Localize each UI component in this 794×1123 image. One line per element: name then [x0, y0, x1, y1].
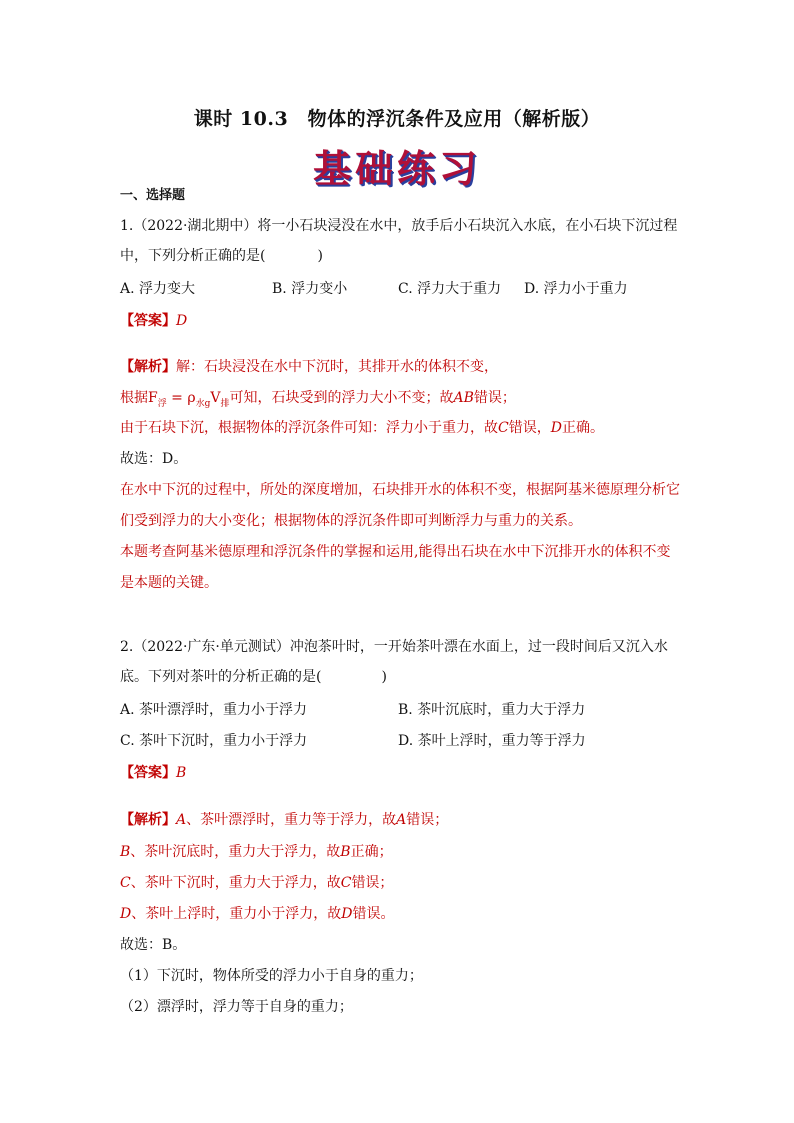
q2-analysis-c2: C — [340, 875, 352, 891]
q1-analysis-line5: 在水中下沉的过程中，所处的深度增加，石块排开水的体积不变，根据阿基米德原理分析它 — [120, 482, 680, 498]
q1-analysis-line1 — [120, 357, 498, 377]
q2-analysis-text2b: 正确； — [350, 844, 393, 860]
q1-analysis-text3: 由于石块下沉，根据物体的浮沉条件可知：浮力小于重力，故 — [120, 420, 498, 436]
q1-option-c: C. 浮力大于重力 — [398, 281, 502, 297]
q1-analysis-label: 【解析】 — [120, 359, 176, 375]
q1-analysis-line7: 本题考查阿基米德原理和浮沉条件的掌握和运用,能得出石块在水中下沉排开水的体积不变 — [120, 544, 671, 560]
q1-stem-text: 中，下列分析正确的是( — [120, 248, 266, 264]
q1-formula-sub2: 水g — [195, 398, 211, 409]
q1-analysis-text3c: 正确。 — [561, 420, 604, 436]
q2-analysis-text3: 、茶叶下沉时，重力大于浮力，故 — [130, 875, 341, 891]
q1-formula-rho: = ρ — [166, 390, 196, 406]
q2-analysis-line2 — [120, 842, 393, 862]
q2-option-c: C. 茶叶下沉时，重力小于浮力 — [120, 733, 308, 749]
q2-answer-label: 【答案】 — [120, 765, 176, 781]
q1-analysis-line3 — [120, 418, 604, 438]
q1-stem-close: ) — [317, 248, 323, 264]
q1-analysis-text1: 解：石块浸没在水中下沉时，其排开水的体积不变， — [176, 359, 498, 375]
banner-title: 基础练习 — [312, 146, 481, 191]
q2-option-a: A. 茶叶漂浮时，重力小于浮力 — [120, 702, 308, 718]
q1-analysis-line6: 们受到浮力的大小变化；根据物体的浮沉条件即可判断浮力与重力的关系。 — [120, 513, 582, 529]
q1-analysis-line2 — [120, 388, 516, 414]
q2-note1: （1）下沉时，物体所受的浮力小于自身的重力； — [120, 968, 423, 984]
q2-stem-line1: 2.（2022·广东·单元测试）冲泡茶叶时，一开始茶叶漂在水面上，过一段时间后又沉入水 — [120, 639, 668, 655]
q2-choice: 故选：B。 — [120, 937, 187, 953]
q1-formula-sub3: 排 — [220, 398, 230, 409]
q1-analysis-line8: 是本题的关键。 — [120, 575, 218, 591]
q1-analysis-ab: AB — [453, 390, 474, 406]
q2-answer — [120, 763, 186, 783]
q1-analysis-d: D — [550, 420, 562, 436]
q2-stem-line2 — [120, 667, 387, 687]
q2-answer-value: B — [176, 765, 187, 781]
q2-analysis-a2: A — [396, 812, 407, 828]
q2-stem-close: ) — [381, 669, 387, 685]
q2-analysis-c: C — [120, 875, 131, 891]
q1-analysis-text3b: 错误， — [508, 420, 551, 436]
q1-formula-v: V — [210, 390, 221, 406]
q2-analysis-text4b: 错误。 — [352, 906, 395, 922]
q2-analysis-d: D — [120, 906, 132, 922]
q1-answer-label: 【答案】 — [120, 313, 176, 329]
q2-option-b: B. 茶叶沉底时，重力大于浮力 — [398, 702, 586, 718]
q2-analysis-text3b: 错误； — [351, 875, 394, 891]
q2-analysis-text1: 、茶叶漂浮时，重力等于浮力，故 — [186, 812, 397, 828]
q1-formula-f: 根据F — [120, 390, 158, 406]
q2-analysis-text1b: 错误； — [406, 812, 449, 828]
q1-analysis-c: C — [498, 420, 509, 436]
q1-stem-line1: 1.（2022·湖北期中）将一小石块浸没在水中，放手后小石块沉入水底，在小石块下沉过程 — [120, 218, 678, 234]
q1-analysis-text2b: 错误； — [473, 390, 516, 406]
q1-analysis-text2: 可知，石块受到的浮力大小不变；故 — [229, 390, 454, 406]
section-heading: 一、选择题 — [120, 188, 186, 203]
q2-analysis-text4: 、茶叶上浮时，重力小于浮力，故 — [131, 906, 342, 922]
page-title: 课时 10.3 物体的浮沉条件及应用（解析版） — [193, 108, 601, 130]
q2-analysis-a: A — [176, 812, 187, 828]
q1-answer — [120, 311, 187, 331]
q1-stem-line2 — [120, 246, 323, 266]
q1-option-a: A. 浮力变大 — [120, 281, 196, 297]
q1-choice: 故选：D。 — [120, 451, 188, 467]
q2-note2: （2）漂浮时，浮力等于自身的重力； — [120, 999, 353, 1015]
q2-option-d: D. 茶叶上浮时，重力等于浮力 — [398, 733, 586, 749]
q2-analysis-line4 — [120, 904, 394, 924]
q1-formula-sub1: 浮 — [157, 398, 167, 409]
q2-stem-text: 底。下列对茶叶的分析正确的是( — [120, 669, 322, 685]
q2-analysis-text2: 、茶叶沉底时，重力大于浮力，故 — [130, 844, 341, 860]
q1-option-b: B. 浮力变小 — [272, 281, 348, 297]
q2-analysis-b2: B — [340, 844, 351, 860]
q1-answer-value: D — [176, 313, 188, 329]
q2-analysis-label: 【解析】 — [120, 812, 176, 828]
q2-analysis-b: B — [120, 844, 131, 860]
q2-analysis-line3 — [120, 873, 393, 893]
q2-analysis-d2: D — [341, 906, 353, 922]
q1-option-d: D. 浮力小于重力 — [524, 281, 628, 297]
q2-analysis-line1 — [120, 810, 448, 830]
